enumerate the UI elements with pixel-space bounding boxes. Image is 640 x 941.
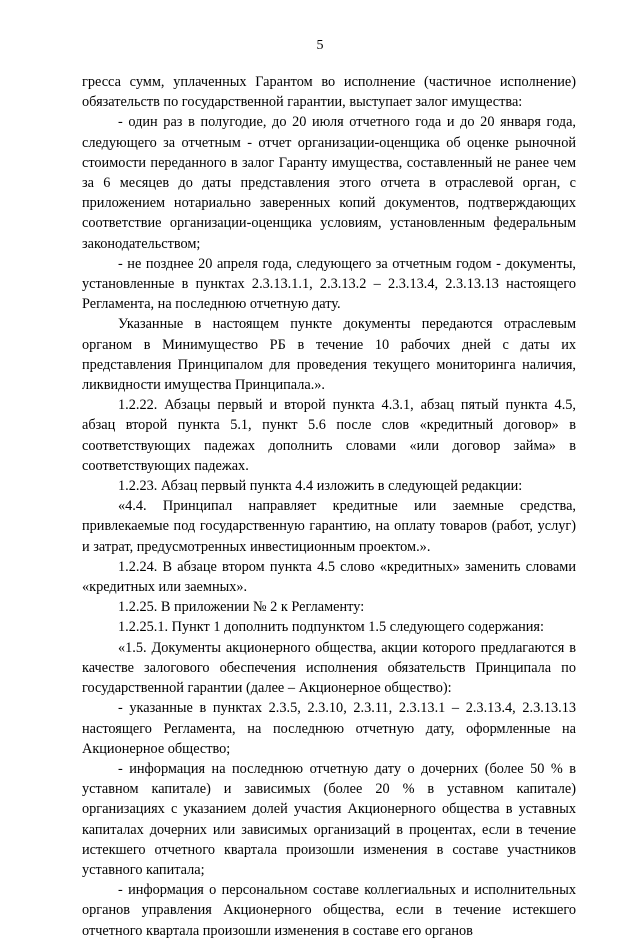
page-number: 5 [316,38,324,53]
paragraph: «1.5. Документы акционерного общества, акции которого предлагаются в качестве залогового обеспечения исполнения обязательств Принципала по государственной гарантии (далее – Акционерное общество): [82,639,576,697]
document-body [82,72,576,941]
paragraph: - один раз в полугодие, до 20 июля отчетного года и до 20 января года, следующего за отчетным - отчет организации-оценщика об оценке рыночной стоимости переданного в залог Гаранту имущества, составленный не ранее чем за 6 месяцев до даты представления этого отчета в отраслевой орган, с приложением нотариально заверенных копий документов, подтверждающих соответствие организации-оценщика условиям, установленным федеральным законодательством; [82,114,576,252]
paragraph: 1.2.25. В приложении № 2 к Регламенту: [118,599,365,616]
paragraph: 1.2.25.1. Пункт 1 дополнить подпунктом 1.5 следующего содержания: [118,619,544,636]
paragraph: 1.2.24. В абзаце втором пункта 4.5 слово «кредитных» заменить словами «кредитных или заемных». [82,558,576,596]
paragraph: - указанные в пунктах 2.3.5, 2.3.10, 2.3.11, 2.3.13.1 – 2.3.13.4, 2.3.13.13 настоящего Регламента, на последнюю отчетную дату, оформленные на Акционерное общество; [82,700,576,757]
paragraph: - информация о персональном составе коллегиальных и исполнительных органов управления Акционерного общества, если в течение истекшего отчетного квартала произошли изменения в составе его органов [82,882,576,939]
paragraph: - не позднее 20 апреля года, следующего за отчетным годом - документы, установленные в пунктах 2.3.13.1.1, 2.3.13.2 – 2.3.13.4, 2.3.13.13 настоящего Регламента, на последнюю отчетную дату. [82,255,576,313]
paragraph: 1.2.23. Абзац первый пункта 4.4 изложить в следующей редакции: [118,478,523,495]
paragraph: Указанные в настоящем пункте документы передаются отраслевым органом в Минимущество РБ в течение 10 рабочих дней с даты их представления Принципалом для проведения текущего мониторинга наличия, ликвидности имущества Принципала.». [82,316,576,394]
paragraph: гресса сумм, уплаченных Гарантом во исполнение (частичное исполнение) обязательств по государственной гарантии, выступает залог имущества: [82,74,576,111]
paragraph: «4.4. Принципал направляет кредитные или заемные средства, привлекаемые под государственную гарантию, на оплату товаров (работ, услуг) и затрат, предусмотренных инвестиционным проектом.». [82,498,576,555]
paragraph: - информация на последнюю отчетную дату о дочерних (более 50 % в уставном капитале) и зависимых (более 20 % в уставном капитале) организациях с указанием долей участия Акционерного общества в уставных капиталах дочерних или зависимых организаций в процентах, если в течение истекшего отчетного квартала произошли изменения в составе участников уставного капитала; [82,760,576,878]
paragraph: 1.2.22. Абзацы первый и второй пункта 4.3.1, абзац пятый пункта 4.5, абзац второй пункта 5.1, пункт 5.6 после слов «кредитный договор» в соответствующих падежах дополнить словами «или договор займа» в соответствующих падежах. [82,397,576,474]
